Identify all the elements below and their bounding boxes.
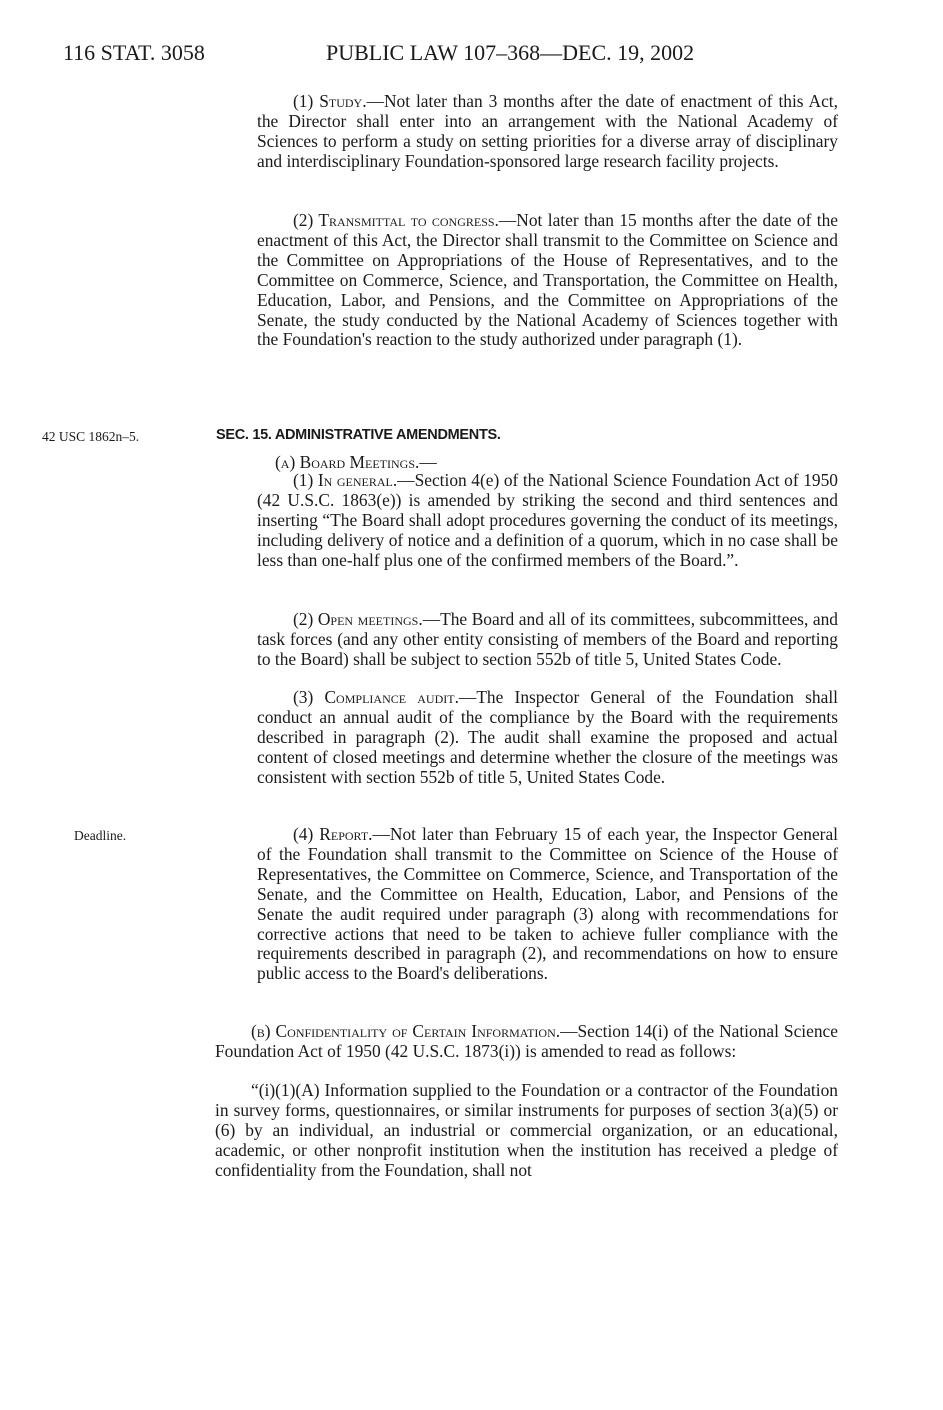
subsection-b <box>215 1022 838 1062</box>
paragraph-transmittal <box>257 211 838 350</box>
paragraph-text: —The Board and all of its committees, subcommittees, and task forces (and any other entity consisting of members of the Board and reporting to the Board) shall be subject to section 552b of title 5, United States Code. <box>257 609 838 669</box>
subsection-a-heading: (a) Board Meetings.— <box>275 452 437 472</box>
section-heading: SEC. 15. ADMINISTRATIVE AMENDMENTS. <box>216 427 501 443</box>
paragraph-text: —Not later than February 15 of each year, the Inspector General of the Foundation shall transmit to the Committee on Science of the House of Representatives, the Committee on Commerce, Science, and Transportation of the Senate, and the Committee on Health, Education, Labor, and Pensions of the Senate the audit required under paragraph (3) along with recommendations for corrective actions that need to be taken to achieve fuller compliance with the requirements described in paragraph (2), and recommendations on how to ensure public access to the Board's deliberations. <box>257 824 839 984</box>
paragraph-label: (4) Report. <box>293 824 373 844</box>
quoted-amendment-text <box>215 1081 838 1181</box>
statute-page-number: 116 STAT. 3058 <box>63 40 205 65</box>
paragraph-label: (3) Compliance audit. <box>293 687 459 707</box>
paragraph-text: —The Inspector General of the Foundation shall conduct an annual audit of the compliance by the Board with the requirements described in paragraph (2). The audit shall examine the proposed and actual content of closed meetings and determine whether the closure of the meetings was consistent with section 552b of title 5, United States Code. <box>257 687 838 787</box>
paragraph-text: —Section 4(e) of the National Science Foundation Act of 1950 (42 U.S.C. 1863(e)) is amended by striking the second and third sentences and inserting “The Board shall adopt procedures governing the conduct of its meetings, including delivery of notice and a definition of a quorum, which in no case shall be less than one-half plus one of the confirmed members of the Board.”. <box>257 470 838 570</box>
paragraph-report <box>257 825 838 984</box>
paragraph-in-general <box>257 471 838 571</box>
paragraph-label: (1) Study. <box>293 91 367 111</box>
paragraph-label: (1) In general. <box>293 470 398 490</box>
paragraph-text: —Not later than 15 months after the date of the enactment of this Act, the Director shall transmit to the Committee on Science and the Committee on Appropriations of the House of Representatives, and to the Committee on Commerce, Science, and Transportation, the Committee on Health, Education, Labor, and Pensions, and the Committee on Appropriations of the Senate, the study conducted by the National Academy of Sciences together with the Foundation's reaction to the study authorized under paragraph (1). <box>257 210 839 350</box>
paragraph-study <box>257 92 838 172</box>
quoted-text: “(i)(1)(A) Information supplied to the Foundation or a contractor of the Foundation in survey forms, questionnaires, or similar instruments for purposes of section 3(a)(5) or (6) by an individual, an industrial or commercial organization, or an educational, academic, or other nonprofit institution when the institution has received a pledge of confidentiality from the Foundation, shall not <box>215 1080 838 1180</box>
paragraph-label: (2) Transmittal to congress. <box>293 210 499 230</box>
public-law-citation: PUBLIC LAW 107–368—DEC. 19, 2002 <box>326 40 695 65</box>
subsection-label: (b) Confidentiality of Certain Information. <box>251 1021 561 1041</box>
page-header <box>0 40 943 70</box>
margin-note-deadline: Deadline. <box>74 828 127 843</box>
paragraph-compliance-audit <box>257 688 838 788</box>
paragraph-label: (2) Open meetings. <box>293 609 423 629</box>
subsection-text: —Section 14(i) of the National Science Foundation Act of 1950 (42 U.S.C. 1873(i)) is amended to read as follows: <box>215 1021 838 1061</box>
paragraph-open-meetings <box>257 610 838 670</box>
paragraph-text: —Not later than 3 months after the date of enactment of this Act, the Director shall enter into an arrangement with the National Academy of Sciences to perform a study on setting priorities for a diverse array of disciplinary and interdisciplinary Foundation-sponsored large research facility projects. <box>257 91 838 171</box>
margin-note-usc: 42 USC 1862n–5. <box>42 429 140 444</box>
